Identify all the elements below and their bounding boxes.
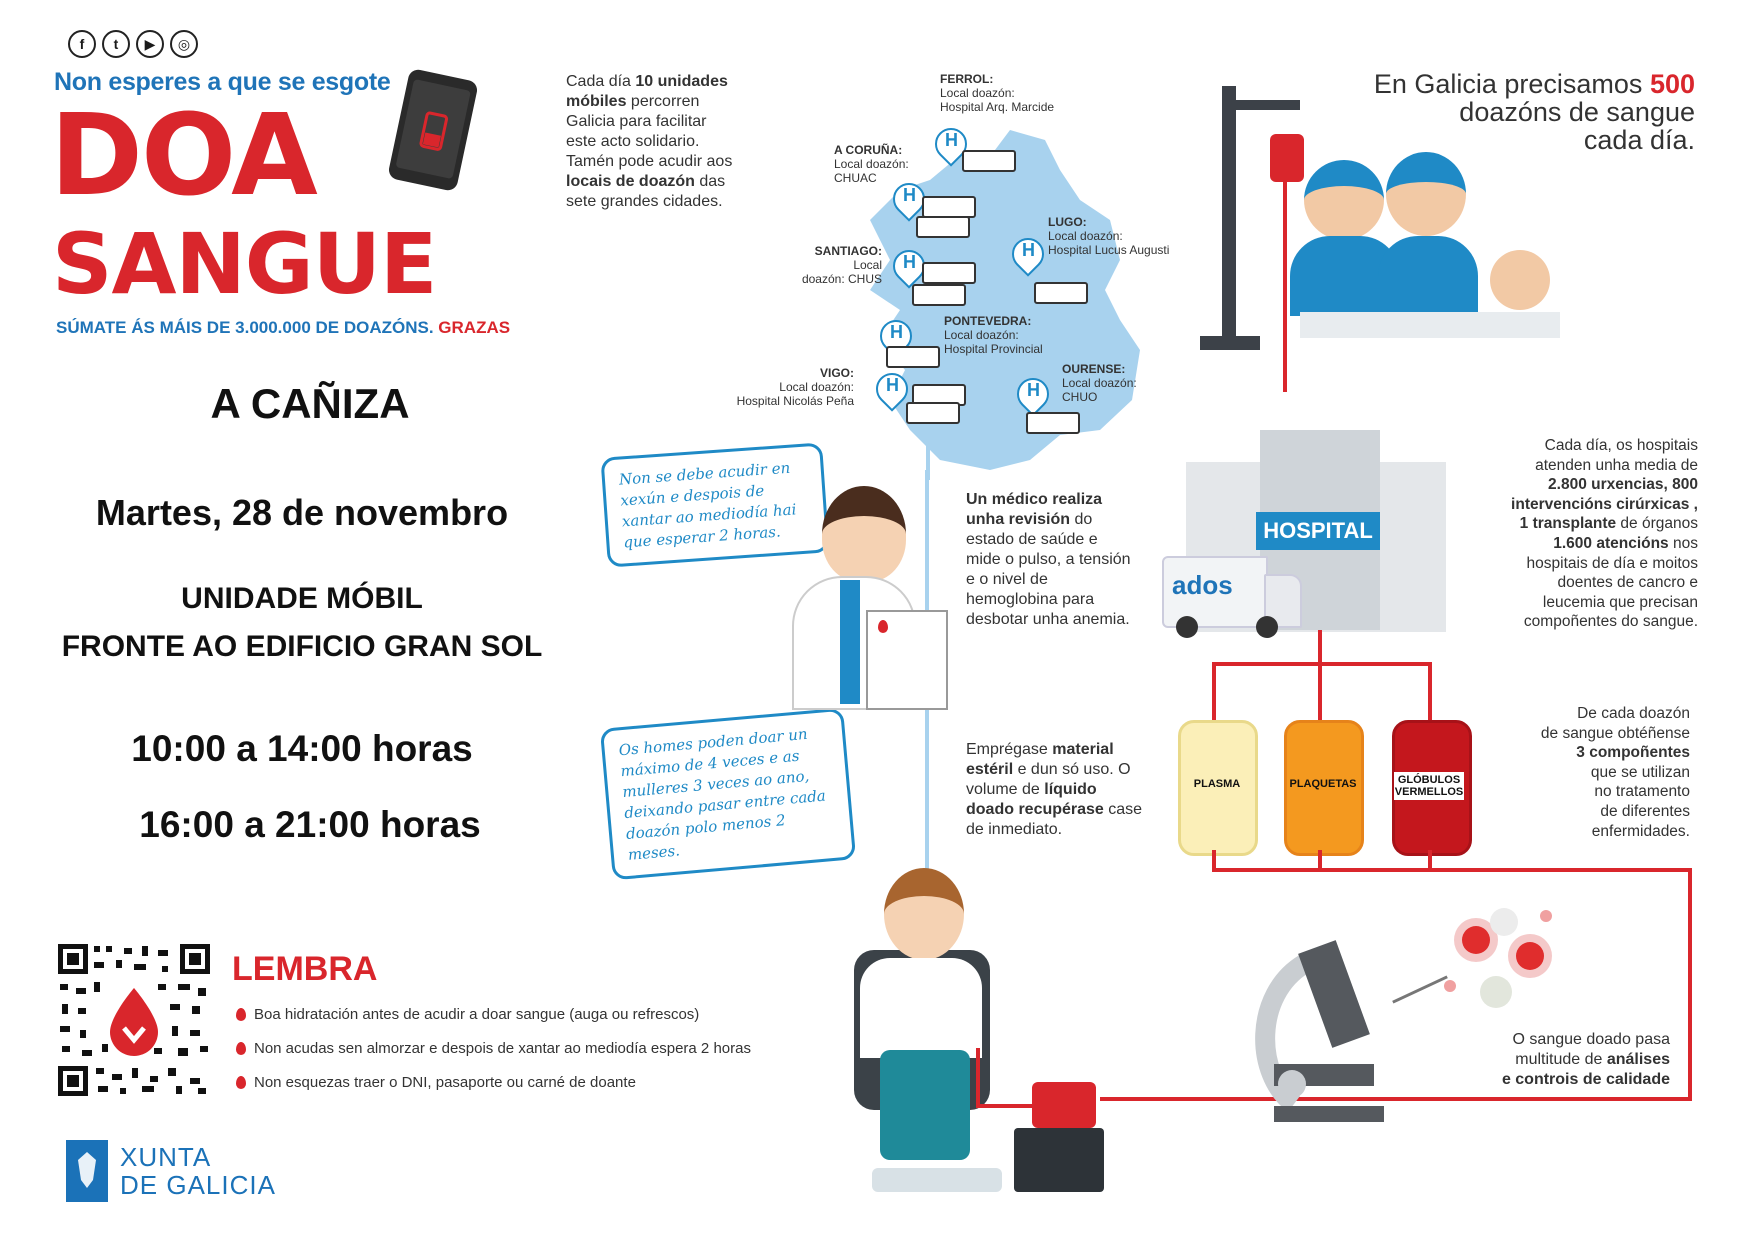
marker-ourense-label: H bbox=[1027, 380, 1040, 400]
red-line bbox=[1318, 850, 1322, 870]
subtitle-main: SÚMATE ÁS MÁIS DE 3.000.000 DE DOAZÓNS. bbox=[56, 318, 434, 337]
map-label-ourense: OURENSE: Local doazón: CHUO bbox=[1062, 362, 1137, 404]
operating-table bbox=[1300, 312, 1560, 338]
galicia-need-text: En Galicia precisamos 500 doazóns de sangue cada día. bbox=[1373, 69, 1695, 155]
frequency-bubble: Os homes poden doar un máximo de 4 veces e as mulleres 3 veces ao ano, deixando pasar entre cada doazón polo menos 2 meses. bbox=[600, 708, 856, 881]
donor-legs bbox=[880, 1050, 970, 1160]
red-line bbox=[1428, 662, 1432, 720]
marker-ferrol-label: H bbox=[945, 130, 958, 150]
subtitle-thanks: GRAZAS bbox=[438, 318, 511, 337]
platelets-label: PLAQUETAS bbox=[1289, 778, 1357, 790]
map-label-lugo: LUGO: Local doazón: Hospital Lucus Augusti bbox=[1048, 215, 1170, 257]
qr-code[interactable] bbox=[58, 944, 210, 1096]
xunta-name: XUNTA DE GALICIA bbox=[120, 1142, 276, 1200]
twitter-icon[interactable]: t bbox=[102, 30, 130, 58]
bus-icon bbox=[906, 402, 960, 424]
map-label-coruna: A CORUÑA: Local doazón: CHUAC bbox=[834, 143, 909, 185]
blood-cells-icon bbox=[1436, 900, 1576, 1020]
blood-drop-icon bbox=[236, 1008, 246, 1021]
surgeon-body bbox=[1378, 236, 1478, 316]
donor-shirt bbox=[860, 958, 982, 1058]
doctor-head bbox=[822, 486, 906, 582]
donor-blood-bag-icon bbox=[1032, 1082, 1096, 1128]
components-text: De cada doazón de sangue obtéñense 3 compoñentes que se utilizan no tratamento de diferentes enfermidades. bbox=[1540, 705, 1690, 840]
bus-icon bbox=[922, 262, 976, 284]
xunta-shield-icon bbox=[66, 1140, 108, 1202]
sterile-text: Emprégase material estéril e dun só uso. O volume de líquido doado recupérase case de inmediato. bbox=[966, 741, 1143, 838]
chair-base bbox=[872, 1168, 1002, 1192]
facebook-icon[interactable]: f bbox=[68, 30, 96, 58]
scale-device bbox=[1014, 1128, 1104, 1192]
iv-stand-arm bbox=[1222, 100, 1300, 110]
mobile-units-text: Cada día 10 unidades móbiles percorren Galicia para facilitar este acto solidario. Tamén pode acudir aos locais de doazón das sete grandes cidades. bbox=[566, 73, 733, 210]
bus-icon bbox=[912, 284, 966, 306]
map-label-vigo: VIGO: Local doazón: Hospital Nicolás Peña bbox=[736, 366, 854, 408]
lembra-item: Non acudas sen almorzar e despois de xantar ao mediodía espera 2 horas bbox=[236, 1040, 751, 1057]
marker-lugo-label: H bbox=[1022, 240, 1035, 260]
youtube-icon[interactable]: ▶ bbox=[136, 30, 164, 58]
subtitle bbox=[56, 318, 510, 338]
blood-drop-icon bbox=[236, 1042, 246, 1055]
blood-drop-icon bbox=[878, 620, 888, 633]
doctor-shirt bbox=[840, 580, 860, 704]
red-line bbox=[976, 1048, 980, 1108]
instagram-icon[interactable]: ◎ bbox=[170, 30, 198, 58]
bus-icon bbox=[886, 346, 940, 368]
bus-icon bbox=[1026, 412, 1080, 434]
blood-drop-icon bbox=[236, 1076, 246, 1089]
title-doa: DOA bbox=[50, 91, 316, 221]
lembra-item: Non esquezas traer o DNI, pasaporte ou carné de doante bbox=[236, 1074, 636, 1091]
phone-empty-battery-icon bbox=[380, 66, 490, 196]
red-line bbox=[1212, 850, 1216, 870]
lembra-item: Boa hidratación antes de acudir a doar sangue (auga ou refrescos) bbox=[236, 1006, 699, 1023]
surgeon-head bbox=[1386, 152, 1466, 236]
red-line bbox=[976, 1104, 1032, 1108]
red-line bbox=[1688, 868, 1692, 1100]
title-sangue: SANGUE bbox=[52, 215, 437, 313]
marker-pontevedra-label: H bbox=[890, 322, 903, 342]
event-schedule-1: 10:00 a 14:00 horas bbox=[131, 728, 473, 769]
bus-icon bbox=[916, 216, 970, 238]
event-unit: UNIDADE MÓBIL bbox=[181, 582, 423, 615]
red-line bbox=[1212, 662, 1432, 666]
marker-santiago-label: H bbox=[903, 252, 916, 272]
map-label-santiago: SANTIAGO: Local doazón: CHUS bbox=[801, 244, 882, 286]
analysis-text: O sangue doado pasa multitude de análises e controis de calidade bbox=[1501, 1031, 1670, 1088]
red-line bbox=[1428, 850, 1432, 870]
iv-stand-pole bbox=[1222, 86, 1236, 346]
bus-icon bbox=[922, 196, 976, 218]
hospital-stats-text: Cada día, os hospitais atenden unha media de 2.800 urxencias, 800 intervencións cirúrxicas , 1 transplante de órganos 1.600 atencións nos hospitais de día e moitos doentes de cancro e leucemia que precisan compoñentes do sangue. bbox=[1511, 437, 1698, 631]
red-line bbox=[1318, 662, 1322, 720]
hospital-sign: HOSPITAL bbox=[1256, 512, 1380, 550]
iv-stand-base bbox=[1200, 336, 1260, 350]
map-label-ferrol: FERROL: Local doazón: Hospital Arq. Marcide bbox=[940, 72, 1055, 114]
event-place: FRONTE AO EDIFICIO GRAN SOL bbox=[61, 630, 543, 663]
event-town: A CAÑIZA bbox=[210, 380, 410, 427]
red-line bbox=[1318, 630, 1322, 664]
bus-icon bbox=[1034, 282, 1088, 304]
truck-wheel bbox=[1256, 616, 1278, 638]
event-date: Martes, 28 de novembro bbox=[95, 492, 509, 533]
red-line bbox=[1212, 662, 1216, 720]
doctor-text: Un médico realiza unha revisión do estado de saúde e mide o pulso, a tensión e o nivel de hemoglobina para desbotar unha anemia. bbox=[966, 491, 1131, 628]
blood-line bbox=[1283, 182, 1287, 392]
bus-icon bbox=[962, 150, 1016, 172]
patient-head bbox=[1490, 250, 1550, 310]
lembra-title: LEMBRA bbox=[232, 950, 378, 988]
red-line bbox=[1212, 868, 1692, 872]
blood-bag-icon bbox=[1270, 134, 1304, 182]
tagline: Non esperes a que se esgote bbox=[54, 68, 391, 96]
donor-head bbox=[884, 868, 964, 960]
microscope-icon bbox=[1234, 924, 1454, 1124]
social-icons bbox=[68, 30, 198, 58]
plasma-label: PLASMA bbox=[1193, 778, 1241, 790]
event-schedule-2: 16:00 a 21:00 horas bbox=[139, 804, 481, 845]
marker-vigo-label: H bbox=[886, 375, 899, 395]
truck-wheel bbox=[1176, 616, 1198, 638]
marker-coruna-label: H bbox=[903, 185, 916, 205]
map-label-pontevedra: PONTEVEDRA: Local doazón: Hospital Provincial bbox=[944, 314, 1043, 356]
truck-brand: ados bbox=[1172, 570, 1233, 600]
red-cells-label: GLÓBULOS VERMELLOS bbox=[1394, 774, 1464, 798]
surgeon-head bbox=[1304, 160, 1384, 240]
xunta-logo-block bbox=[66, 1140, 276, 1202]
fasting-bubble: Non se debe acudir en xexún e despois de xantar ao mediodía hai que esperar 2 horas. bbox=[600, 442, 829, 567]
